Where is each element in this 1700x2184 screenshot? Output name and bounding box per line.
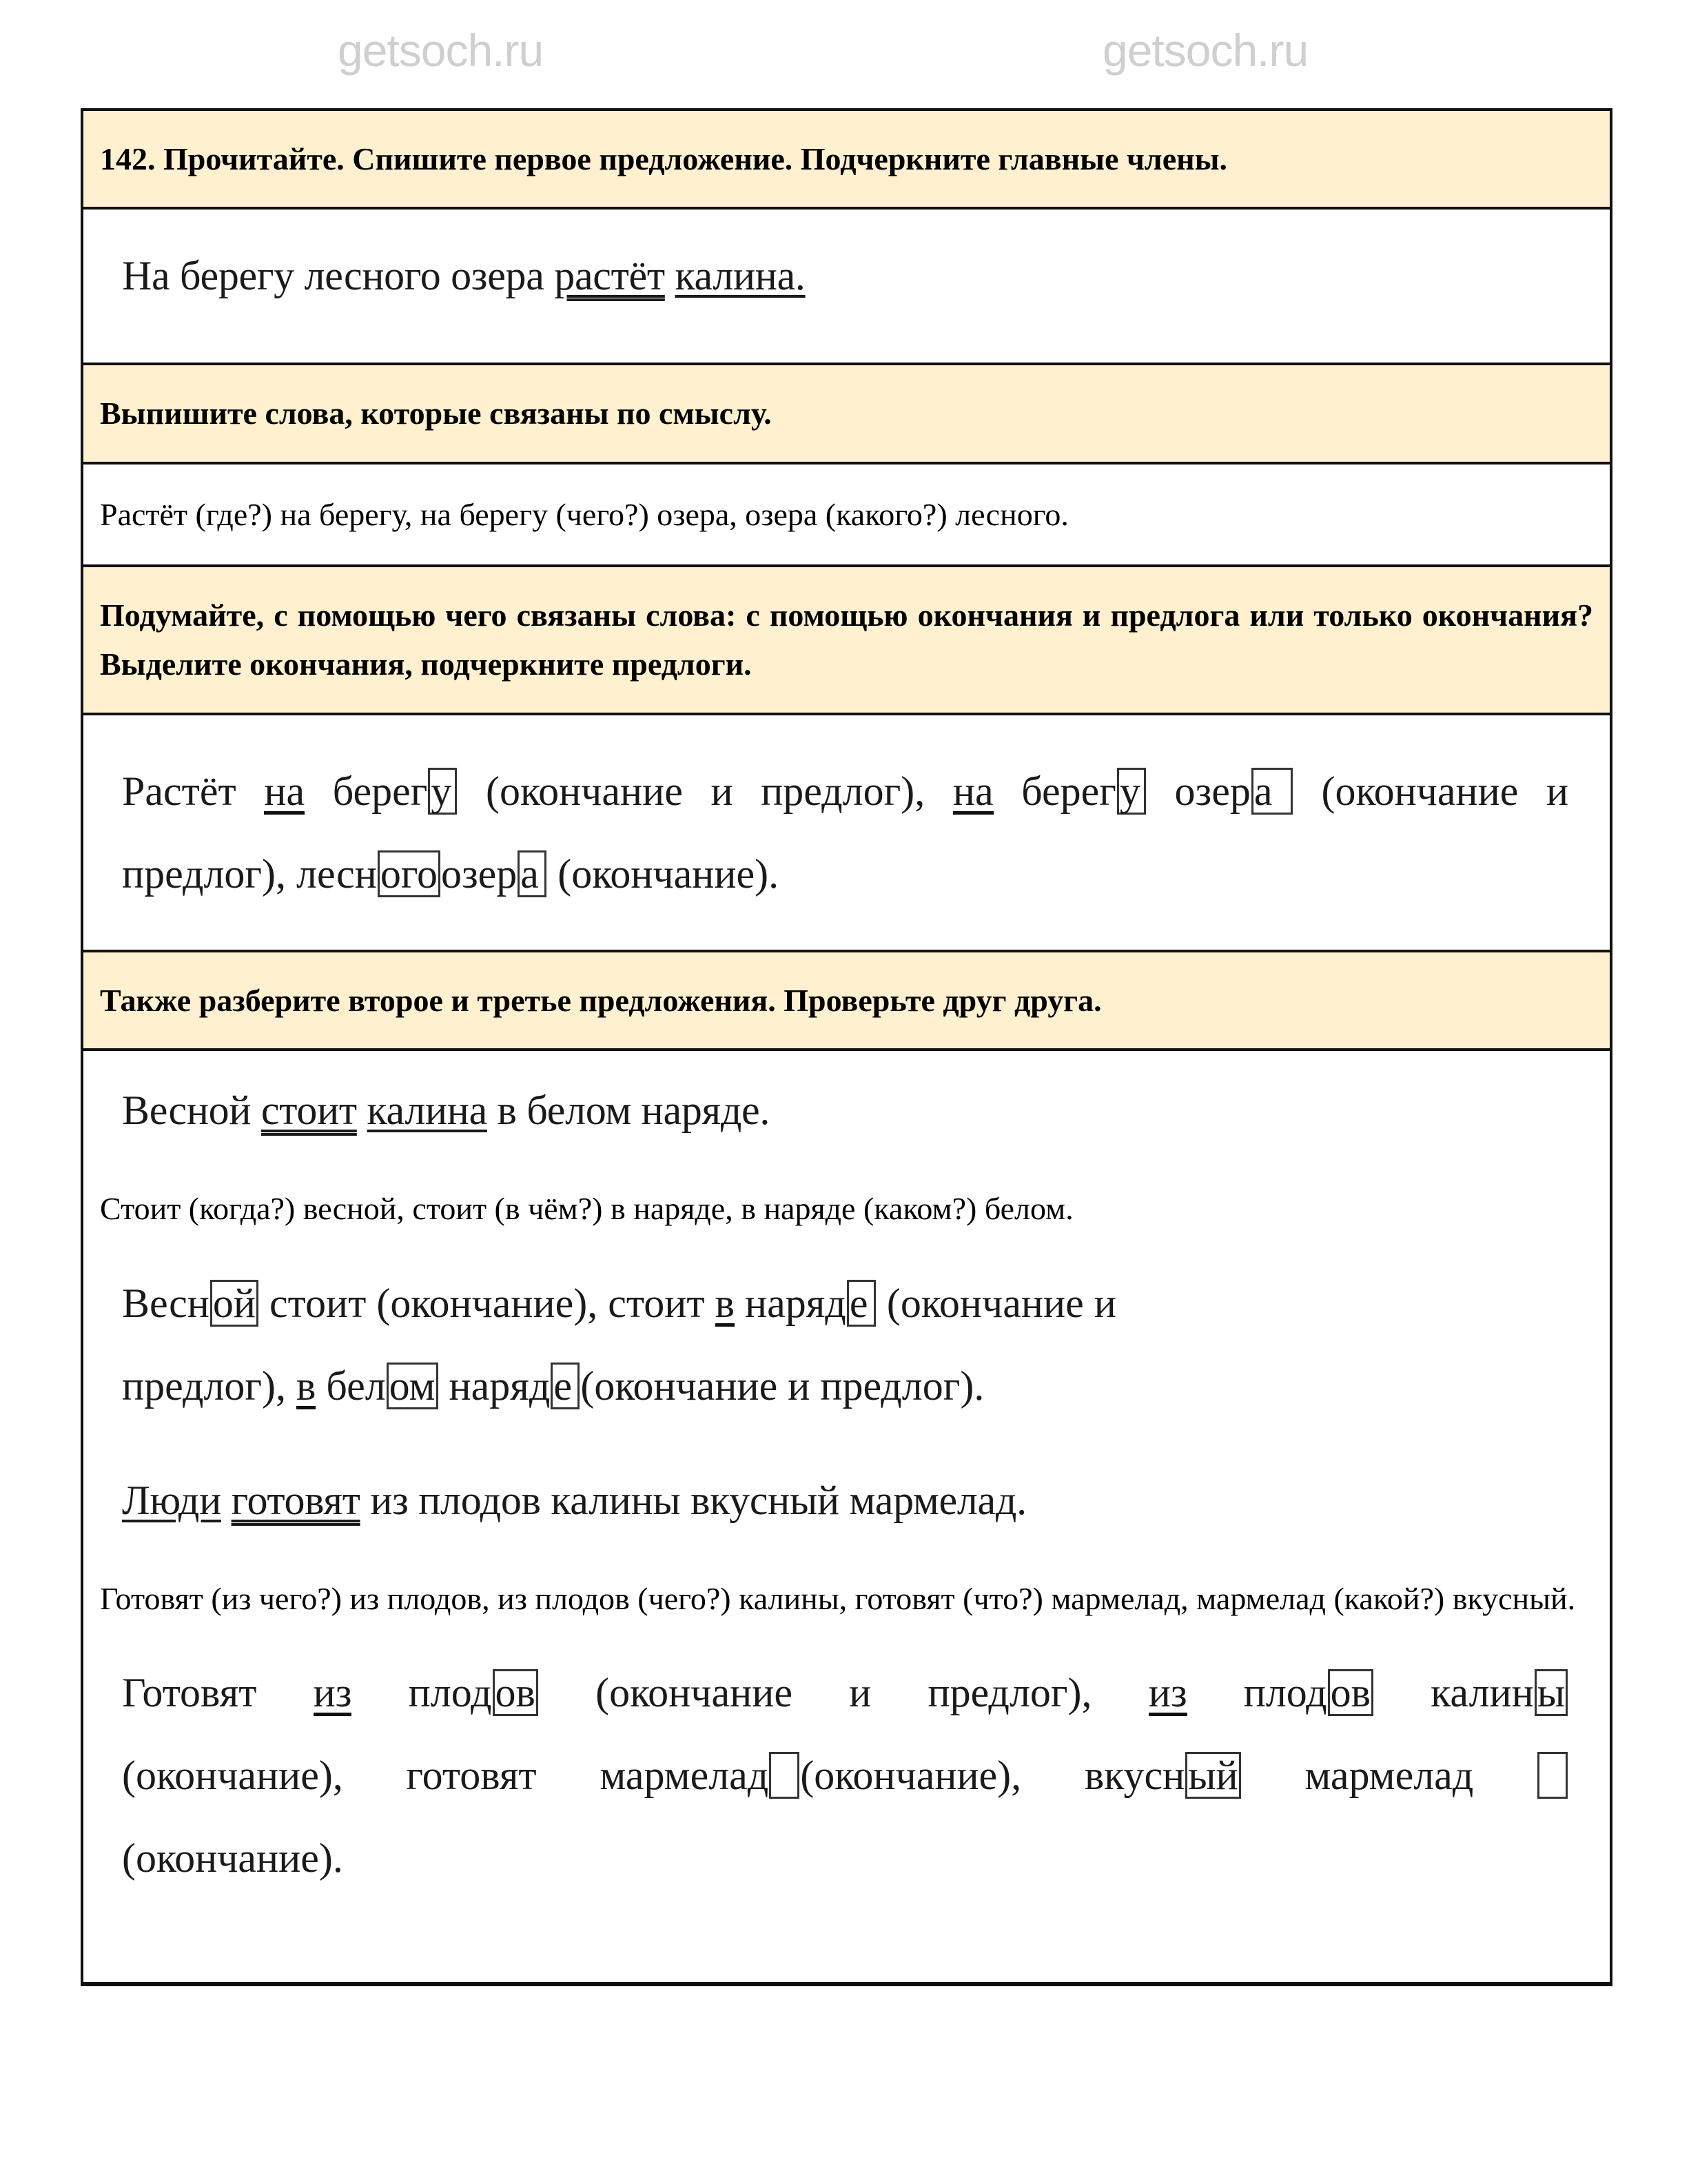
- task-text: Выпишите слова, которые связаны по смыслу.: [100, 396, 772, 431]
- preposition: в: [296, 1363, 316, 1409]
- sentence-part: Весной: [122, 1088, 261, 1134]
- word-stem: плод: [408, 1670, 492, 1716]
- analysis-line: [122, 750, 1568, 833]
- spacer: [100, 1427, 1593, 1476]
- comment: (окончание и предлог),: [485, 768, 925, 814]
- ending-box: е: [847, 1280, 876, 1327]
- comment: (окончание и: [1321, 768, 1569, 814]
- analysis-line: [122, 1262, 1369, 1345]
- answer-row-4: [83, 1051, 1610, 1982]
- exercise-table: [81, 108, 1612, 1986]
- answer-row-2: [83, 465, 1610, 568]
- word-stem: берег: [332, 768, 428, 814]
- analysis-text: [100, 1651, 1593, 1899]
- answer-text: Стоит (когда?) весной, стоит (в чём?) в наряде, в наряде (каком?) белом.: [100, 1191, 1074, 1227]
- subject: Люди: [122, 1477, 221, 1523]
- comment: (окончание и предлог).: [580, 1363, 985, 1409]
- ending-box-empty: [769, 1752, 799, 1799]
- sentence-1: [122, 251, 1568, 300]
- comment: предлог), лесн: [122, 850, 377, 897]
- sentence-part: в белом наряде.: [487, 1088, 770, 1134]
- word: [1085, 1753, 1242, 1798]
- space: [665, 253, 675, 298]
- word: Готовят: [122, 1670, 257, 1716]
- preposition: из: [313, 1670, 352, 1716]
- word-stem: наряд: [744, 1280, 846, 1326]
- word-stem: мармелад: [600, 1753, 769, 1799]
- task-text: Подумайте, с помощью чего связаны слова: с помощью окончания и предлога или только окончания? Выделите окончания, подчеркните предлоги.: [100, 598, 1593, 682]
- task-header-1: [83, 111, 1610, 210]
- answer-row-3: [83, 715, 1610, 952]
- word-stem: озер: [1174, 768, 1251, 814]
- word: [600, 1753, 1021, 1798]
- space: [221, 1478, 232, 1523]
- ending-box: ы: [1535, 1669, 1568, 1716]
- answer-sentence-1: [83, 210, 1610, 365]
- word: [745, 1280, 877, 1326]
- word-stem: бел: [326, 1363, 386, 1409]
- sentence-3: [100, 1476, 1593, 1525]
- answer-text: Растёт (где?) на берегу, на берегу (чего?) озера, озера (какого?) лесного.: [100, 496, 1069, 532]
- preposition: из: [1148, 1670, 1187, 1716]
- ending-box: е: [551, 1363, 580, 1409]
- analysis-line: [122, 1734, 1568, 1817]
- comment: (окончание и: [886, 1280, 1116, 1326]
- word-stem: Весн: [122, 1280, 209, 1326]
- comment: стоит (окончание), стоит: [269, 1280, 705, 1326]
- ending-box: ов: [1328, 1669, 1373, 1716]
- predicate: готовят: [231, 1477, 360, 1523]
- sentence-part: из плодов калины вкусный мармелад.: [360, 1477, 1027, 1523]
- analysis-line: [122, 833, 1568, 915]
- spacer: [100, 1624, 1593, 1651]
- word-stem: озер: [440, 850, 518, 897]
- task-title: 142. Прочитайте. Спишите первое предложение. Подчеркните главные члены.: [100, 141, 1228, 176]
- predicate: растёт: [554, 253, 665, 299]
- comment: (окончание).: [557, 850, 779, 897]
- comment: (окончание),: [122, 1753, 343, 1799]
- predicate: стоит: [260, 1088, 357, 1134]
- comment: предлог),: [122, 1363, 287, 1409]
- task-header-4: [83, 952, 1610, 1051]
- preposition: на: [264, 768, 305, 814]
- word: [1304, 1753, 1568, 1798]
- spacer: [100, 1525, 1593, 1573]
- comment: (окончание и предлог),: [595, 1670, 1092, 1716]
- ending-box: ом: [387, 1363, 438, 1409]
- subject: калина: [367, 1088, 487, 1134]
- spacer: [100, 1899, 1593, 1948]
- analysis-line: [122, 1651, 1568, 1734]
- word: [1244, 1670, 1374, 1715]
- task-text: Также разберите второе и третье предложения. Проверьте друг друга.: [100, 982, 1102, 1018]
- word-stem: берег: [1021, 768, 1116, 814]
- task-header-3: [83, 567, 1610, 715]
- word: [1431, 1670, 1568, 1715]
- ending-box: ого: [378, 850, 440, 897]
- sentence-2: [100, 1085, 1593, 1135]
- watermark: getsoch.ru: [338, 25, 544, 76]
- ending-box-empty: [1537, 1752, 1568, 1799]
- ending-box: а: [518, 850, 546, 897]
- word-stem: наряд: [449, 1363, 551, 1409]
- ending-box: ый: [1185, 1752, 1240, 1799]
- word-stem: плод: [1243, 1670, 1327, 1716]
- analysis-text: [122, 750, 1568, 915]
- subject: калина.: [675, 253, 806, 299]
- word: Растёт: [122, 768, 236, 814]
- ending-box: а: [1251, 768, 1293, 815]
- preposition: в: [715, 1280, 735, 1326]
- space: [357, 1088, 367, 1133]
- watermark: getsoch.ru: [1103, 25, 1309, 76]
- ending-box: у: [1117, 768, 1146, 815]
- word: [1021, 768, 1147, 814]
- word: [333, 768, 458, 814]
- comment: (окончание),: [800, 1753, 1022, 1799]
- spacer: [100, 1234, 1593, 1262]
- analysis-text: [100, 1262, 1369, 1427]
- ending-box: ой: [210, 1280, 258, 1327]
- ending-box: у: [428, 768, 457, 815]
- word: готовят: [406, 1753, 537, 1799]
- word: [409, 1670, 539, 1715]
- analysis-line: (окончание).: [122, 1835, 343, 1881]
- sentence-part: На берегу лесного озера: [122, 253, 555, 299]
- word-stem: мармелад: [1304, 1753, 1474, 1799]
- answer-text: Готовят (из чего?) из плодов, из плодов (чего?) калины, готовят (что?) мармелад, мармелад (какой?) вкусный.: [100, 1580, 1576, 1616]
- analysis-line: [122, 1345, 1369, 1427]
- word-stem: вкусн: [1084, 1753, 1185, 1799]
- word-stem: калин: [1431, 1670, 1534, 1716]
- task-header-2: [83, 365, 1610, 464]
- ending-box: ов: [493, 1669, 538, 1716]
- word: [1175, 768, 1293, 814]
- preposition: на: [952, 768, 994, 814]
- spacer: [100, 1135, 1593, 1183]
